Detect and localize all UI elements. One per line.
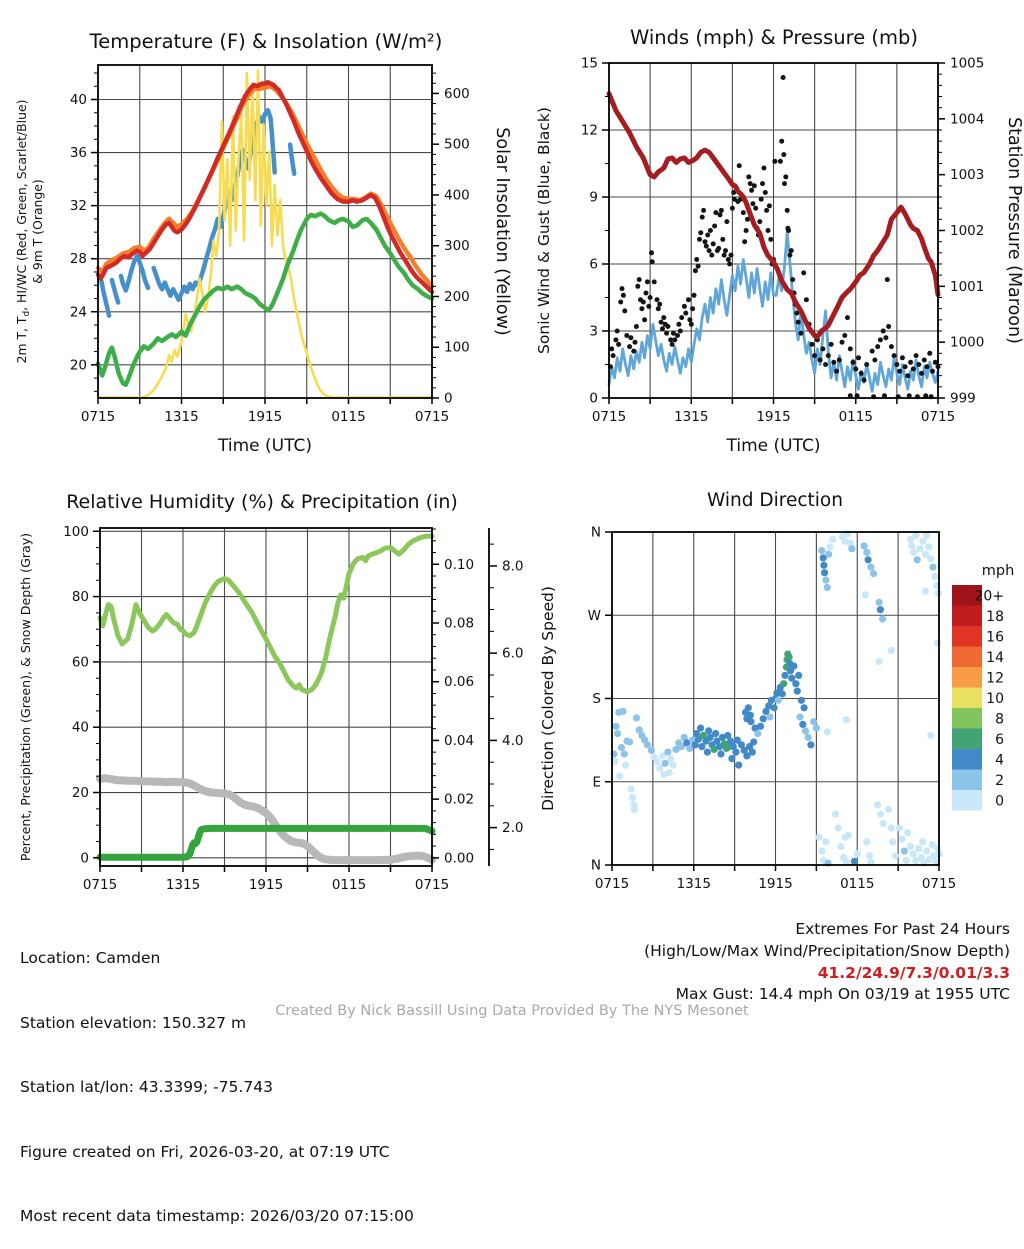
extremes-values: 41.2/24.9/7.3/0.01/3.3 — [817, 963, 1010, 982]
svg-text:100: 100 — [444, 339, 470, 356]
svg-text:8: 8 — [995, 711, 1004, 728]
svg-text:6: 6 — [995, 731, 1004, 748]
figure-created: Figure created on Fri, 2026-03-20, at 07:19 UTC — [20, 1142, 390, 1161]
svg-text:1005: 1005 — [950, 55, 985, 72]
svg-text:1315: 1315 — [674, 409, 709, 425]
svg-text:0115: 0115 — [331, 409, 366, 425]
svg-text:9: 9 — [589, 189, 598, 206]
svg-text:1315: 1315 — [676, 876, 711, 892]
svg-text:14: 14 — [986, 649, 1004, 666]
svg-text:E: E — [592, 774, 601, 791]
svg-text:18: 18 — [986, 608, 1004, 625]
svg-text:3: 3 — [589, 323, 598, 340]
y-axis-left — [588, 525, 612, 874]
svg-text:1315: 1315 — [165, 877, 201, 893]
svg-text:0715: 0715 — [920, 409, 956, 425]
svg-text:0.10: 0.10 — [444, 556, 475, 573]
axis-label: Solar Insolation (Yellow) — [492, 127, 512, 336]
axis-label: Percent, Precipitation (Green), & Snow Depth (Gray) — [18, 532, 33, 862]
svg-text:28: 28 — [69, 251, 87, 268]
svg-text:16: 16 — [986, 629, 1004, 646]
svg-text:0: 0 — [444, 390, 453, 407]
svg-text:1002: 1002 — [950, 223, 985, 239]
svg-text:6.0: 6.0 — [502, 645, 524, 662]
svg-text:1003: 1003 — [950, 167, 985, 184]
station-info-block — [20, 905, 414, 1249]
svg-text:12: 12 — [580, 122, 598, 139]
svg-text:0: 0 — [80, 850, 89, 867]
svg-text:0715: 0715 — [80, 409, 116, 425]
svg-text:0715: 0715 — [414, 877, 450, 893]
svg-text:40: 40 — [69, 91, 87, 108]
svg-text:60: 60 — [71, 654, 89, 671]
wind-direction-figure — [512, 468, 1024, 898]
svg-text:S: S — [592, 691, 601, 707]
y-axis-left — [70, 73, 98, 391]
axis-label: & 9m T (Orange) — [30, 179, 45, 284]
svg-text:0115: 0115 — [331, 877, 367, 893]
chart-title: Wind Direction — [707, 490, 843, 511]
svg-text:0715: 0715 — [594, 876, 630, 892]
svg-text:600: 600 — [444, 85, 470, 102]
svg-text:0.02: 0.02 — [444, 791, 475, 808]
svg-text:1915: 1915 — [247, 409, 283, 425]
temperature-insolation-figure — [0, 0, 512, 466]
svg-text:0: 0 — [589, 390, 598, 407]
svg-text:0715: 0715 — [414, 409, 450, 425]
svg-text:100: 100 — [63, 523, 89, 540]
svg-text:20: 20 — [69, 357, 87, 374]
svg-text:12: 12 — [986, 670, 1004, 687]
y-axis-right — [938, 56, 984, 407]
winds-pressure-chart — [512, 0, 1024, 466]
svg-text:0.00: 0.00 — [444, 850, 475, 867]
svg-text:999: 999 — [950, 390, 976, 407]
svg-text:0715: 0715 — [82, 877, 118, 893]
svg-text:6: 6 — [589, 256, 598, 273]
svg-text:300: 300 — [444, 238, 470, 255]
chart-title: Winds (mph) & Pressure (mb) — [630, 26, 918, 49]
svg-text:10: 10 — [986, 690, 1004, 707]
svg-text:20: 20 — [71, 785, 89, 802]
svg-text:20+: 20+ — [974, 588, 1004, 605]
axis-label: Station Pressure (Maroon) — [1004, 117, 1024, 344]
svg-text:2.0: 2.0 — [502, 820, 524, 837]
x-axis — [81, 398, 449, 425]
svg-text:1315: 1315 — [164, 409, 199, 425]
x-axis — [595, 865, 956, 892]
svg-text:1915: 1915 — [758, 876, 793, 892]
y-axis-right — [432, 73, 470, 406]
svg-text:1001: 1001 — [950, 278, 985, 295]
x-axis — [592, 398, 955, 425]
svg-text:80: 80 — [71, 589, 89, 606]
station-latlon: Station lat/lon: 43.3399; -75.743 — [20, 1078, 273, 1096]
svg-text:0115: 0115 — [838, 409, 873, 425]
extremes-subtitle: (High/Low/Max Wind/Precipitation/Snow Depth) — [644, 941, 1010, 960]
svg-text:2: 2 — [995, 772, 1004, 789]
data-timestamp: Most recent data timestamp: 2026/03/20 07:15:00 — [20, 1207, 414, 1225]
svg-text:500: 500 — [444, 136, 470, 153]
y-axis-snow — [489, 528, 523, 866]
max-gust: Max Gust: 14.4 mph On 03/19 at 1955 UTC — [675, 985, 1010, 1004]
svg-text:N: N — [590, 857, 601, 874]
svg-text:8.0: 8.0 — [502, 558, 524, 575]
svg-text:32: 32 — [69, 198, 87, 215]
svg-text:0: 0 — [995, 793, 1004, 810]
y-axis-left — [581, 56, 609, 407]
axis-label: Direction (Colored By Speed) — [539, 586, 557, 811]
svg-text:400: 400 — [444, 187, 470, 204]
credit-line: Created By Nick Bassill Using Data Provided By The NYS Mesonet — [275, 1003, 749, 1019]
svg-text:0715: 0715 — [591, 409, 627, 425]
svg-text:W: W — [587, 607, 601, 624]
svg-text:36: 36 — [69, 145, 87, 162]
y-axis-left — [63, 524, 100, 867]
svg-text:0115: 0115 — [840, 876, 875, 892]
station-elevation: Station elevation: 150.327 m — [20, 1013, 247, 1032]
svg-text:24: 24 — [69, 304, 87, 321]
axis-label: 2m T, $T_d$, HI/WC (Red, Green, Scarlet/Blue) — [14, 99, 32, 364]
svg-text:40: 40 — [71, 719, 89, 736]
svg-text:mph: mph — [981, 563, 1015, 579]
svg-text:4.0: 4.0 — [502, 732, 524, 749]
x-axis — [83, 866, 449, 893]
svg-text:200: 200 — [444, 288, 470, 305]
chart-title: Temperature (F) & Insolation (W/m²) — [89, 30, 443, 53]
chart-title: Relative Humidity (%) & Precipitation (in) — [66, 491, 458, 513]
axis-label: Sonic Wind & Gust (Blue, Black) — [535, 107, 553, 354]
station-location: Location: Camden — [20, 949, 161, 967]
svg-text:0.08: 0.08 — [444, 615, 475, 632]
svg-text:4: 4 — [995, 752, 1004, 769]
humidity-precip-chart — [0, 468, 545, 898]
svg-text:15: 15 — [580, 55, 598, 72]
winds-pressure-figure — [512, 0, 1024, 466]
wind-direction-chart — [512, 468, 1024, 898]
svg-text:N: N — [590, 524, 601, 541]
x-axis-label: Time (UTC) — [726, 436, 821, 456]
svg-text:1004: 1004 — [950, 111, 985, 128]
svg-text:1915: 1915 — [756, 409, 791, 425]
extremes-block — [644, 919, 1010, 1006]
svg-text:0.04: 0.04 — [444, 732, 475, 749]
speed-colorbar — [952, 563, 1014, 811]
svg-text:0715: 0715 — [921, 876, 957, 892]
extremes-title: Extremes For Past 24 Hours — [795, 920, 1010, 938]
y-axis-right — [432, 529, 474, 866]
svg-text:1915: 1915 — [248, 877, 284, 893]
x-axis-label: Time (UTC) — [218, 436, 312, 456]
humidity-precip-figure — [0, 468, 545, 898]
svg-text:1000: 1000 — [950, 334, 985, 351]
temperature-insolation-chart — [0, 0, 512, 466]
svg-text:0.06: 0.06 — [444, 674, 475, 691]
